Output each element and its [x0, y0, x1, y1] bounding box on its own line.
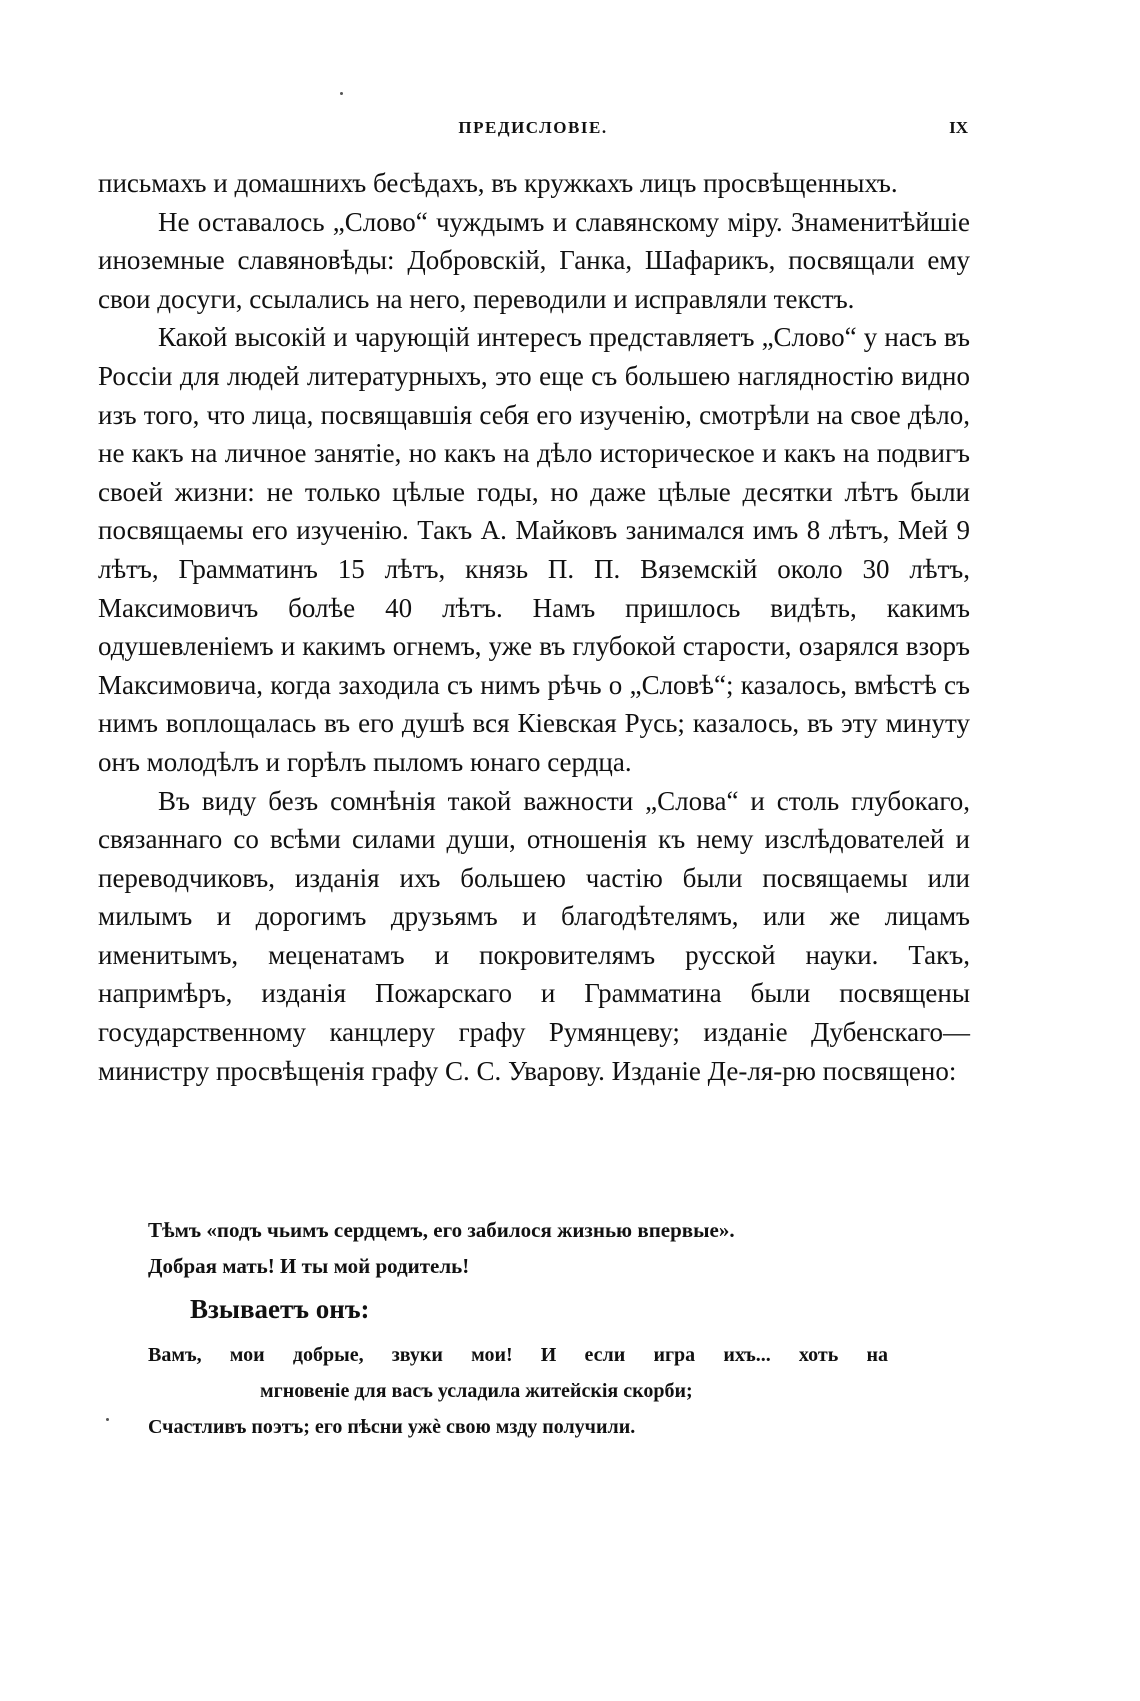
- paragraph-1: письмахъ и домашнихъ бесѣдахъ, въ кружкахъ лицъ просвѣщенныхъ.: [98, 168, 898, 198]
- running-title: ПРЕДИСЛОВІЕ.: [458, 118, 608, 137]
- dedication-quote: [148, 1212, 968, 1284]
- paragraph-4: Въ виду безъ сомнѣнія такой важности „Слова“ и столь глубокаго, связаннаго со всѣми силами души, отношенія къ нему изслѣдователей и переводчиковъ, изданія ихъ большею частію были посвящаемы или милымъ и дорогимъ друзьямъ и благодѣтелямъ, или же лицамъ именитымъ, меценатамъ и покровителямъ русской науки. Такъ, напримѣръ, изданія Пожарскаго и Грамматина были посвящены государственному канцлеру графу Румянцеву; изданіе Дубенскаго—министру просвѣщенія графу С. С. Уварову. Изданіе Де-ля-рю посвящено:: [98, 785, 970, 1086]
- dedication-line-1: Тѣмъ «подъ чьимъ сердцемъ, его забилося жизнью впервые».: [148, 1218, 735, 1242]
- verse-intro: Взываетъ онъ:: [190, 1294, 370, 1324]
- page-number: IX: [949, 118, 968, 137]
- verse-line-2: мгновеніе для васъ усладила житейскія скорби;: [260, 1380, 693, 1402]
- verse-line-1: Вамъ, мои добрые, звуки мои! И если игра ихъ... хоть на: [148, 1344, 888, 1366]
- print-speck: [340, 92, 343, 95]
- paragraph-2: Не оставалось „Слово“ чуждымъ и славянскому міру. Знаменитѣйшіе иноземные славяновѣды: Добровскій, Ганка, Шафарикъ, посвящали ему свои досуги, ссылались на него, переводили и исправляли текстъ.: [98, 206, 970, 314]
- paragraph-3: Какой высокій и чарующій интересъ представляетъ „Слово“ у насъ въ Россіи для людей литературныхъ, это еще съ большею наглядностію видно изъ того, что лица, посвящавшія себя его изученію, смотрѣли на свое дѣло, не какъ на личное занятіе, но какъ на дѣло историческое и какъ на подвигъ своей жизни: не только цѣлые годы, но даже цѣлые десятки лѣтъ были посвящаемы его изученію. Такъ А. Майковъ занимался имъ 8 лѣтъ, Мей 9 лѣтъ, Грамматинъ 15 лѣтъ, князь П. П. Вяземскій около 30 лѣтъ, Максимовичъ болѣе 40 лѣтъ. Намъ пришлось видѣть, какимъ одушевленіемъ и какимъ огнемъ, уже въ глубокой старости, озарялся взоръ Максимовича, когда заходила съ нимъ рѣчь о „Словѣ“; казалось, вмѣстѣ съ нимъ воплощалась въ его душѣ вся Кіевская Русь; казалось, въ эту минуту онъ молодѣлъ и горѣлъ пыломъ юнаго сердца.: [98, 322, 970, 777]
- page-header: [98, 118, 968, 148]
- print-speck: [106, 1418, 109, 1421]
- body-text: [98, 164, 970, 1090]
- dedication-line-2: Добрая мать! И ты мой родитель!: [148, 1254, 470, 1278]
- verse-line-3: Счастливъ поэтъ; его пѣсни ужѐ свою мзду получили.: [148, 1416, 636, 1438]
- verse-quote: [148, 1337, 888, 1445]
